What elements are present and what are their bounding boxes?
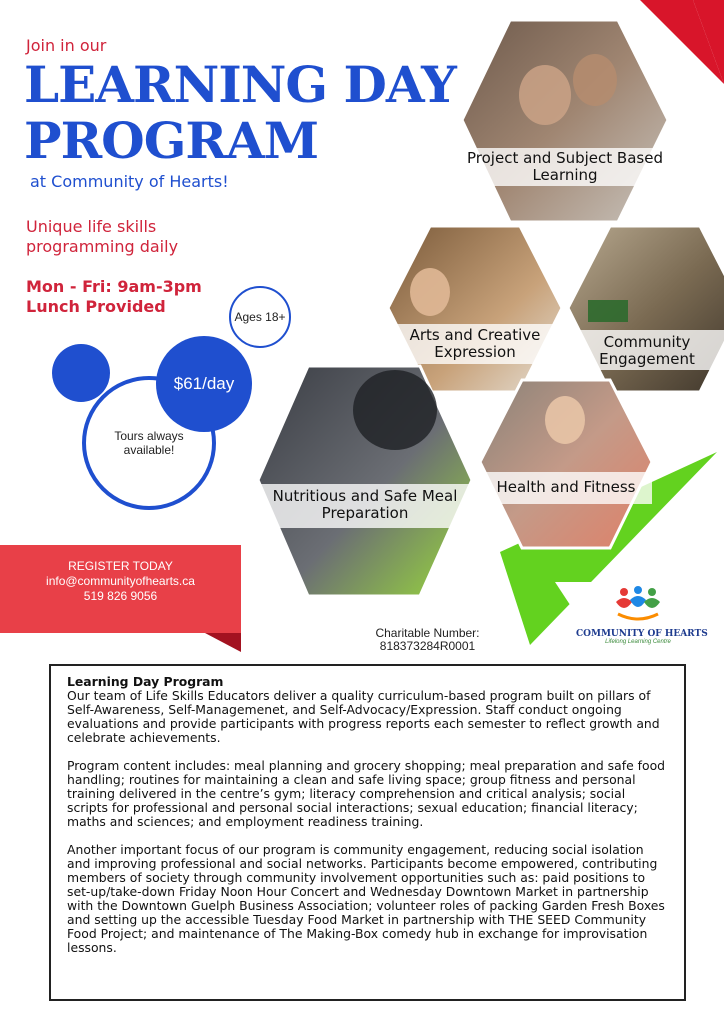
ages-text: Ages 18+: [234, 310, 286, 324]
hex-label-project-learning: Project and Subject Based Learning: [467, 149, 663, 184]
logo-name: COMMUNITY OF HEARTS: [576, 629, 708, 639]
photo-figure: [519, 65, 571, 125]
photo-figure: [573, 54, 617, 106]
tagline-line1: Unique life skills: [26, 217, 157, 236]
page-title-line2: PROGRAM: [24, 111, 319, 170]
tagline: [26, 217, 178, 257]
description-box: [49, 664, 686, 1001]
tours-line1: Tours always: [114, 429, 184, 443]
description-paragraph-1: Our team of Life Skills Educators deliver a quality curriculum-based program built on pillars of Self-Awareness, Self-Managemenet, and Self-Advocacy/Expression. Staff conduct ongoing evaluations and provide participants with progress reports each semester to reflect growth and celebrate achievements.: [67, 688, 660, 745]
logo-tagline: Lifelong Learning Centre: [605, 639, 671, 645]
register-phone[interactable]: 519 826 9056: [83, 589, 158, 603]
page-title-line1: LEARNING DAY: [24, 55, 456, 114]
tours-line2: available!: [123, 443, 175, 457]
tagline-line2: programming daily: [26, 237, 179, 256]
charitable-value: 818373284R0001: [379, 639, 476, 653]
small-blue-circle-decoration: [52, 344, 110, 402]
charitable-number: [355, 627, 500, 653]
hex-label-fitness: Health and Fitness: [496, 478, 636, 496]
join-text: Join in our: [26, 36, 107, 55]
photo-object: [588, 300, 628, 322]
photo-figure: [545, 396, 585, 444]
register-box: [0, 545, 241, 633]
description-paragraph-3: Another important focus of our program is community engagement, reducing social isolation and improving professional and social networks. Participants become empowered, contributing members of society through community involvement opportunities such as: paid positions to set-up/take-down Friday Noon Hour Concert and Wednesday Downtown Market in partnership with the Downtown Guelph Business Association; volunteer roles of packing Garden Fresh Boxes and setting up the accessible Tuesday Food Market in partnership with THE SEED Community Food Project; and maintenance of The Making-Box comedy hub in exchange for improvisation lessons.: [67, 842, 665, 955]
schedule: [26, 277, 202, 317]
register-email[interactable]: info@communityofhearts.ca: [46, 574, 195, 588]
photo-figure: [353, 370, 437, 450]
hearts-logo-icon: [610, 584, 666, 622]
ages-bubble: [229, 286, 291, 348]
price-bubble: [156, 336, 252, 432]
charitable-label: Charitable Number:: [375, 626, 480, 640]
logo: [576, 584, 708, 654]
schedule-lunch: Lunch Provided: [26, 297, 166, 316]
price-text: $61/day: [173, 374, 235, 393]
description-heading: Learning Day Program: [67, 674, 224, 689]
photo-figure: [410, 268, 450, 316]
description-paragraph-2: Program content includes: meal planning and grocery shopping; meal preparation and safe food handling; routines for maintaining a clean and safe living space; group fitness and personal training delivered in the centre’s gym; literacy comprehension and critical analysis; social scripts for professional and personal social interactions; sexual education; financial literacy; maths and sciences; and employment readiness training.: [67, 758, 666, 829]
hex-photo-project-learning: [462, 20, 668, 222]
hex-label-community: Community Engagement: [599, 333, 695, 368]
hex-label-meal: Nutritious and Safe Meal Preparation: [272, 487, 458, 522]
schedule-hours: Mon - Fri: 9am-3pm: [26, 277, 202, 296]
register-fold-decoration: [205, 633, 241, 652]
register-label: REGISTER TODAY: [68, 559, 173, 573]
hex-label-arts: Arts and Creative Expression: [409, 326, 541, 361]
subtitle: at Community of Hearts!: [30, 172, 229, 191]
